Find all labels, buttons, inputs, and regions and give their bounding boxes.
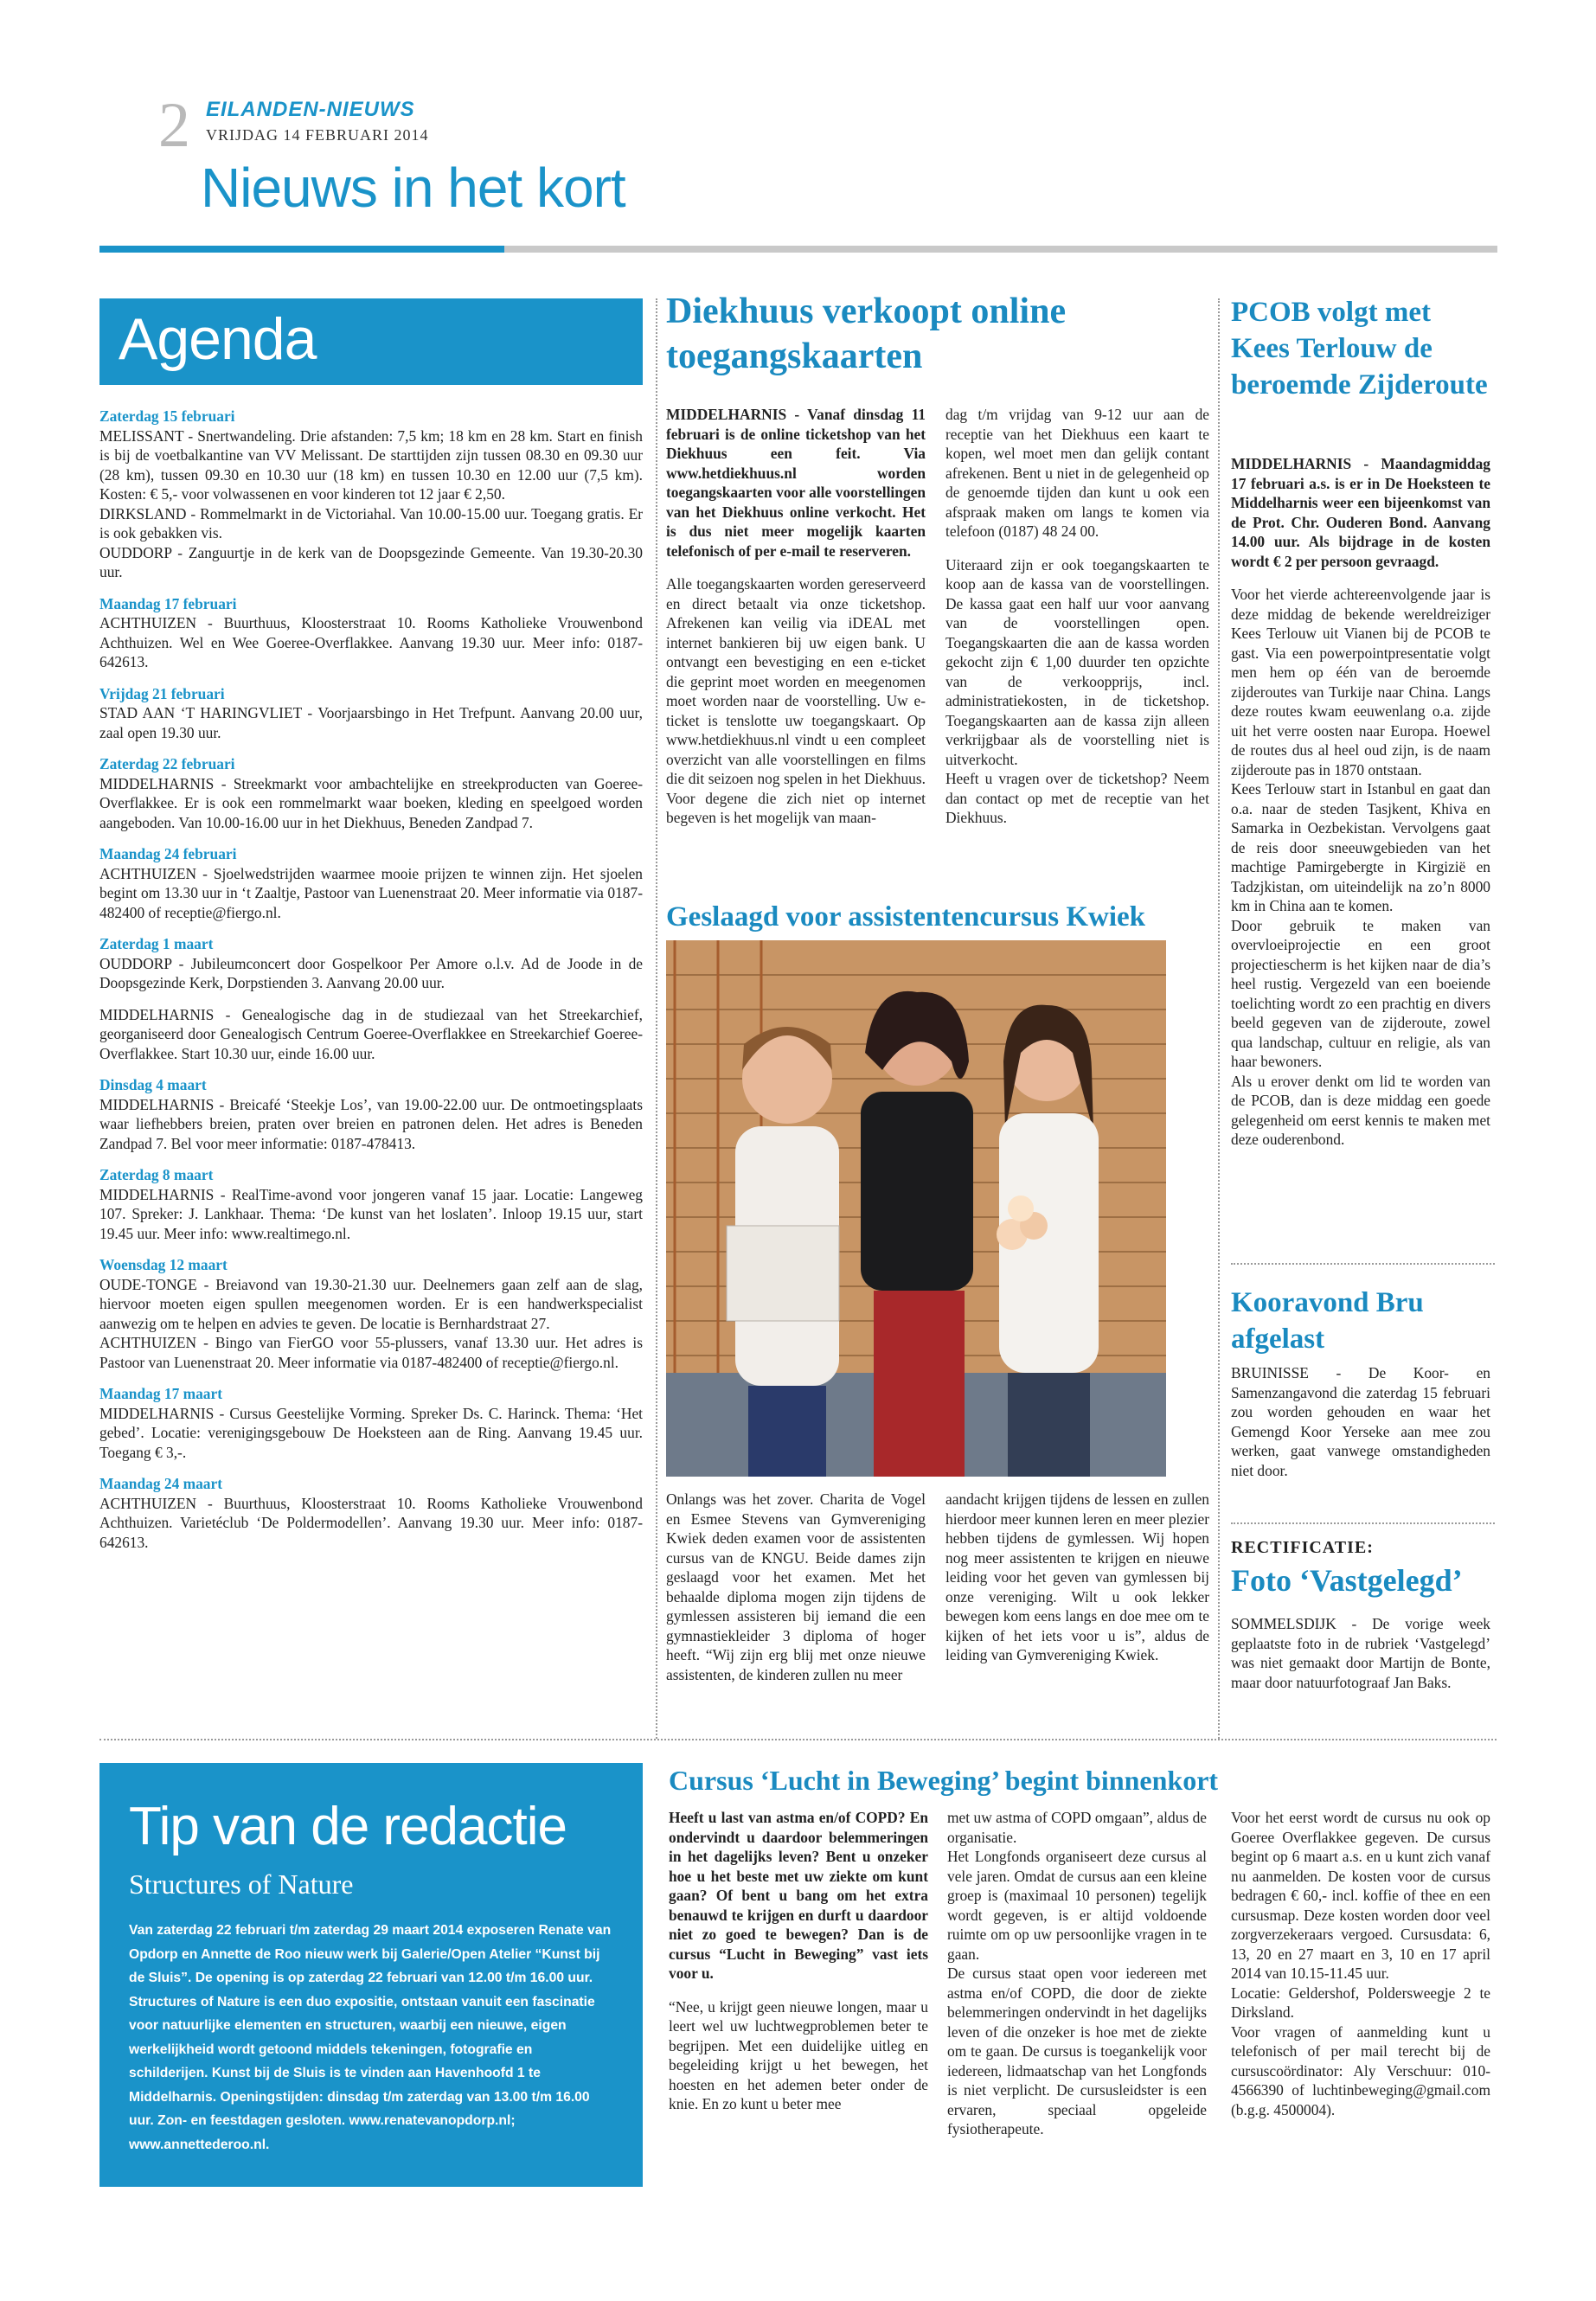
agenda-item: ACHTHUIZEN - Sjoelwedstrijden waarmee mooie prijzen te winnen zijn. Het sjoelen begint om 13.30 uur in ‘t Zaaltje, Pastoor van Luenenstraat 20. Meer informatie via 0187-482400 of receptie@fiergo.nl. — [99, 864, 643, 921]
publication-date: VRIJDAG 14 FEBRUARI 2014 — [206, 126, 429, 144]
tip-subtitle: Structures of Nature — [129, 1868, 354, 1900]
agenda-date: Zaterdag 1 maart — [99, 935, 214, 952]
diekhuus-col-2 — [945, 405, 1209, 828]
agenda-date: Zaterdag 8 maart — [99, 1166, 214, 1183]
tip-box — [99, 1763, 643, 2187]
agenda-item: MIDDELHARNIS - Breicafé ‘Steekje Los’, van 19.00-22.00 uur. De ontmoetingsplaats waar liefhebbers breien, praten over breien en patronen delen. Het adres is Beneden Zandpad 7. Bel voor meer informatie: 0187-478413. — [99, 1095, 643, 1152]
cursus-col-1 — [669, 1808, 928, 2114]
diekhuus-paragraph: Uiteraard zijn er ook toegangskaarten te koop aan de kassa van de voorstellingen. De kassa gaat een half uur voor aanvang van de voorstellingen open. Toegangskaarten die aan de kassa worden gekocht zijn € 1,00 duurder ten opzichte van de verkoopprijs, incl. administratiekosten, in de ticketshop. Toegangskaarten aan de kassa zijn alleen verkrijgbaar als de voorstelling niet is uitverkocht. — [945, 555, 1209, 768]
agenda-title: Agenda — [119, 306, 317, 372]
rectificatie-title: Foto ‘Vastgelegd’ — [1231, 1563, 1463, 1598]
agenda-item: OUDDORP - Zanguurtje in de kerk van de Doopsgezinde Gemeente. Van 19.30-20.30 uur. — [99, 543, 643, 580]
pcob-lead: MIDDELHARNIS - Maandagmiddag 17 februari a.s. is er in De Hoeksteen te Middelharnis weer een bijeenkomst van de Prot. Chr. Ouderen Bond. Aanvang 14.00 uur. Als bijdrage in de kosten wordt € 2 per persoon gevraagd. — [1231, 455, 1490, 570]
kwiek-col-2: aandacht krijgen tijdens de lessen en zullen hierdoor meer kunnen leren en meer plezier hebben tijdens de gymlessen. Wij hopen nog meer assistenten te krijgen en nieuwe leiding voor het geven van gymlessen bij onze vereniging. Wilt u ook lekker bewegen kom eens langs en doe mee om te kijken of het iets voor u is”, aldus de leiding van Gymvereniging Kwiek. — [945, 1490, 1209, 1663]
kwiek-col-1: Onlangs was het zover. Charita de Vogel en Esmee Stevens van Gymvereniging Kwiek deden examen voor de assistenten cursus van de KNGU. Beide dames zijn geslaagd voor het examen. Met het behaalde diploma mogen zijn tijdens de gymlessen assisteren bij iemand die een gymnastiekleider 3 diploma of hoger heeft. “Wij zijn erg blij met onze nieuwe assistenten, de kinderen zullen nu meer — [666, 1490, 926, 1683]
pcob-paragraph: Door gebruik te maken van overvloeiprojectie en een groot projectiescherm is het kijken naar de dia’s heel rustig. Vergezeld van een boeiende toelichting wordt zo een prachtig en divers beeld gegeven van de zijderoute, zowel qua landschap, cultuur en religie, als van haar bewoners. — [1231, 916, 1490, 1070]
section-divider — [99, 1739, 1497, 1740]
brand-logo: EILANDEN-NIEUWS — [206, 98, 415, 121]
diekhuus-paragraph: dag t/m vrijdag van 9-12 uur aan de receptie van het Diekhuus een kaart te kopen, wel moet men dan gelijk contant afrekenen. Bent u niet in de gelegenheid op de genoemde tijden dan kunt u ook een afspraak maken om langs te komen via telefoon (0187) 48 24 00. — [945, 406, 1209, 540]
diekhuus-col-1 — [666, 405, 926, 828]
kwiek-photo-illustration — [666, 940, 1166, 1477]
agenda-header — [99, 298, 643, 385]
tip-body: Van zaterdag 22 februari t/m zaterdag 29 maart 2014 exposeren Renate van Opdorp en Annette de Roo nieuw werk bij Galerie/Open Atelier “Kunst bij de Sluis”. De opening is op zaterdag 22 februari van 12.00 t/m 16.00 uur. Structures of Nature is een duo expositie, ontstaan vanuit een fascinatie voor natuurlijke elementen en structuren, waarbij een nieuwe, eigen werkelijkheid wordt getoond middels tekeningen, fotografie en schilderijen. Kunst bij de Sluis is te vinden aan Havenhoofd 1 te Middelharnis. Openingstijden: dinsdag t/m zaterdag van 13.00 t/m 16.00 uur. Zon- en feestdagen gesloten. www.renatevanopdorp.nl; www.annettederoo.nl. — [129, 1923, 612, 2152]
kooravond-headline: Kooravond Bru afgelast — [1231, 1287, 1424, 1355]
agenda-date: Zaterdag 15 februari — [99, 407, 235, 425]
cursus-paragraph: Voor het eerst wordt de cursus nu ook op Goeree Overflakkee gegeven. De cursus begint op 6 maart a.s. en u kunt zich vanaf nu aanmelden. De kosten voor de cursus bedragen € 60,- incl. koffie of thee en een cursusmap. Deze kosten worden door veel zorgverzekeraars vergoed. Cursusdata: 6, 13, 20 en 27 maart en 3, 10 en 17 april 2014 van 10.15-11.45 uur. — [1231, 1809, 1490, 1982]
kooravond-body: BRUINISSE - De Koor- en Samenzangavond die zaterdag 15 februari zou worden gehouden en waar het Gemengd Koor Yerseke aan mee zou werken, gaat vanwege omstandigheden niet door. — [1231, 1364, 1490, 1479]
agenda-item: ACHTHUIZEN - Buurthuus, Kloosterstraat 10. Rooms Katholieke Vrouwenbond Achthuizen. Wel en Wee Goeree-Overflakkee. Aanvang 19.30 uur. Meer info: 0187-642613. — [99, 614, 643, 670]
agenda-item: ACHTHUIZEN - Bingo van FierGO voor 55-plussers, vanaf 13.30 uur. Het adres is Pastoor van Luenenstraat 20. Meer informatie via 0187-482400 of receptie@fiergo.nl. — [99, 1334, 643, 1371]
section-title: Nieuws in het kort — [201, 157, 625, 219]
cursus-col-2 — [947, 1808, 1207, 2139]
cursus-lead: Heeft u last van astma en/of COPD? En ondervindt u daardoor belemmeringen in het dagelijks leven? Bent u onzeker hoe u het beste met uw ziekte om kunt gaan? Of bent u bang om het extra benauwd te krijgen en durft u daardoor niet zo goed te bewegen? Dan is de cursus “Lucht in Beweging” vast iets voor u. — [669, 1809, 928, 1982]
pcob-paragraph: Kees Terlouw start in Istanbul en gaat dan o.a. naar de steden Tasjkent, Khiva en Samarka in Oezbekistan. Vervolgens gaat de reis door sneeuwgebieden van het machtige Pamirgebergte in Kirgizië en Tadzjkistan, om uiteindelijk na zo’n 8000 km in China aan te komen. — [1231, 780, 1490, 914]
agenda-item: MIDDELHARNIS - RealTime-avond voor jongeren vanaf 15 jaar. Locatie: Langeweg 107. Spreker: J. Lankhaar. Thema: ‘De kunst van het loslaten’. Inloop 19.15 uur, start 19.45 uur. Meer info: www.realtimego.nl. — [99, 1185, 643, 1242]
agenda-item: MELISSANT - Snertwandeling. Drie afstanden: 7,5 km; 18 km en 28 km. Start en finish is bij de voetbalkantine van VV Melissant. De starttijden zijn tussen 08.30 en 09.30 uur (28 km), tussen 09.30 en 10.30 uur (18 km) en tussen 10.30 en 12.00 uur (7,5 km). Kosten: € 5,- voor volwassenen en voor kinderen tot 12 jaar € 2,50. — [99, 426, 643, 503]
tip-title: Tip van de redactie — [129, 1797, 567, 1856]
agenda-item: MIDDELHARNIS - Streekmarkt voor ambachtelijke en streekproducten van Goeree-Overflakkee. Er is ook een rommelmarkt waar boeken, kleding en speelgoed worden aangeboden. Van 10.00-16.00 uur in het Diekhuus, Beneden Zandpad 7. — [99, 774, 643, 831]
agenda-date: Maandag 17 maart — [99, 1385, 223, 1402]
kwiek-headline: Geslaagd voor assistentencursus Kwiek — [666, 901, 1146, 933]
agenda-date: Woensdag 12 maart — [99, 1256, 228, 1273]
cursus-paragraph: Locatie: Geldershof, Poldersweegje 2 te Dirksland. — [1231, 1984, 1490, 2021]
agenda-item: MIDDELHARNIS - Genealogische dag in de studiezaal van het Streekarchief, georganiseerd door Genealogisch Centrum Goeree-Overflakkee en Streekarchief Goeree-Overflakkee. Start 10.30 uur, einde 16.00 uur. — [99, 1005, 643, 1062]
cursus-paragraph: Voor vragen of aanmelding kunt u telefonisch of per mail terecht bij de cursuscoördinator: Aly Verschuur: 010-4566390 of luchtinbeweging@gmail.com (b.g.g. 4500004). — [1231, 2022, 1490, 2118]
pcob-paragraph: Als u erover denkt om lid te worden van de PCOB, dan is deze middag een goede gelegenheid om eerst kennis te maken met deze ouderenbond. — [1231, 1072, 1490, 1148]
agenda-item: OUDDORP - Jubileumconcert door Gospelkoor Per Amore o.l.v. Ad de Joode in de Doopsgezinde Kerk, Dorpstienden 3. Aanvang 20.00 uur. — [99, 954, 643, 991]
diekhuus-headline: Diekhuus verkoopt online toegangskaarten — [666, 292, 1067, 376]
agenda-date: Maandag 17 februari — [99, 594, 237, 612]
cursus-paragraph: De cursus staat open voor iedereen met astma en/of COPD, die door de ziekte belemmeringen ondervindt in het dagelijks leven of die onzeker is hoe met de ziekte om te gaan. De cursus is toegankelijk voor iedereen, lidmaatschap van het Longfonds is niet verplicht. De cursusleidster is een ervaren, speciaal opgeleide fysiotherapeute. — [947, 1965, 1207, 2138]
column-divider — [1218, 298, 1220, 1739]
agenda-item: DIRKSLAND - Rommelmarkt in de Victoriahal. Van 10.00-15.00 uur. Toegang gratis. Er is ook gebakken vis. — [99, 504, 643, 542]
page-number: 2 — [158, 90, 190, 161]
pcob-paragraph: Voor het vierde achtereenvolgende jaar is deze middag de bekende wereldreiziger Kees Terlouw uit Vianen bij de PCOB te gast. Via een powerpointpresentatie volgt men hem op één van de beroemde zijderoutes van Turkije naar China. Langs deze routes kwam eeuwenlang o.a. zijde uit het verre oosten naar Europa. Hoewel de routes dus al heel oud zijn, is de naam zijderoute pas in 1870 ontstaan. — [1231, 586, 1490, 779]
column-divider — [656, 298, 657, 1739]
section-rule-accent — [99, 246, 504, 253]
agenda-date: Maandag 24 maart — [99, 1475, 223, 1492]
cursus-headline: Cursus ‘Lucht in Beweging’ begint binnenkort — [669, 1765, 1219, 1796]
agenda-list — [99, 407, 643, 1552]
rectificatie-body: SOMMELSDIJK - De vorige week geplaatste foto in de rubriek ‘Vastgelegd’ was niet gemaakt door Martijn de Bonte, maar door natuurfotograaf Jan Baks. — [1231, 1615, 1490, 1691]
agenda-date: Vrijdag 21 februari — [99, 684, 225, 702]
agenda-item: ACHTHUIZEN - Buurthuus, Kloosterstraat 10. Rooms Katholieke Vrouwenbond Achthuizen. Varietéclub ‘De Poldermodellen’. Aanvang 19.30 uur. Meer info: 0187-642613. — [99, 1494, 643, 1551]
rectificatie-label: RECTIFICATIE: — [1231, 1538, 1374, 1557]
cursus-paragraph: “Nee, u krijgt geen nieuwe longen, maar u leert wel uw luchtwegproblemen beter te begrijpen. Met een duidelijke uitleg en begeleiding krijgt u het bewegen, het hoesten en het ademen beter onder de knie. En zo kunt u beter mee — [669, 1997, 928, 2112]
kwiek-photo — [666, 940, 1166, 1477]
section-divider — [1231, 1522, 1495, 1524]
diekhuus-paragraph: Alle toegangskaarten worden gereserveerd en direct betaalt via onze ticketshop. Afrekenen kan veilig via iDEAL met internet bankieren bij uw eigen bank. U ontvangt een bevestiging en een e-ticket die geprint moet worden en meegenomen moet worden naar de voorstelling. Uw e-ticket is tenslotte uw toegangskaart. Op www.hetdiekhuus.nl vindt u een compleet overzicht van alle voorstellingen en films die dit seizoen nog spelen in het Diekhuus. Voor degene die zich niet op internet begeven is het mogelijk van maan- — [666, 575, 926, 826]
section-divider — [1231, 1263, 1495, 1265]
agenda-item: MIDDELHARNIS - Cursus Geestelijke Vorming. Spreker Ds. C. Harinck. Thema: ‘Het gebed’. Locatie: verenigingsgebouw De Hoeksteen aan de Ring. Aanvang 19.45 uur. Toegang € 3,-. — [99, 1404, 643, 1461]
agenda-date: Dinsdag 4 maart — [99, 1076, 207, 1093]
diekhuus-lead: MIDDELHARNIS - Vanaf dinsdag 11 februari is de online ticketshop van het Diekhuus een feit. Via www.hetdiekhuus.nl worden toegangskaarten voor alle voorstellingen van het Diekhuus online verkocht. Het is dus niet meer mogelijk kaarten telefonisch of per e-mail te reserveren. — [666, 406, 926, 560]
agenda-date: Maandag 24 februari — [99, 845, 237, 862]
agenda-item: OUDE-TONGE - Breiavond van 19.30-21.30 uur. Deelnemers gaan zelf aan de slag, hiervoor moeten eigen spullen meegenomen worden. Er is een handwerkspecialist aanwezig om te helpen en advies te geven. De locatie is Bernhardstraat 27. — [99, 1275, 643, 1332]
cursus-paragraph: met uw astma of COPD omgaan”, aldus de organisatie. — [947, 1809, 1207, 1846]
section-rule — [504, 246, 1497, 253]
agenda-item: STAD AAN ‘T HARINGVLIET - Voorjaarsbingo in Het Trefpunt. Aanvang 20.00 uur, zaal open 19.30 uur. — [99, 704, 643, 741]
agenda-date: Zaterdag 22 februari — [99, 755, 235, 772]
cursus-col-3 — [1231, 1808, 1490, 2119]
diekhuus-paragraph: Heeft u vragen over de ticketshop? Neem dan contact op met de receptie van het Diekhuus. — [945, 770, 1209, 826]
pcob-article — [1231, 454, 1490, 1150]
cursus-paragraph: Het Longfonds organiseert deze cursus al vele jaren. Omdat de cursus aan een kleine groep is (maximaal 10 personen) tegelijk wordt gegeven, is er altijd voldoende ruimte om op uw persoonlijke vragen in te gaan. — [947, 1848, 1207, 1963]
pcob-headline: PCOB volgt met Kees Terlouw de beroemde Zijderoute — [1231, 297, 1488, 401]
